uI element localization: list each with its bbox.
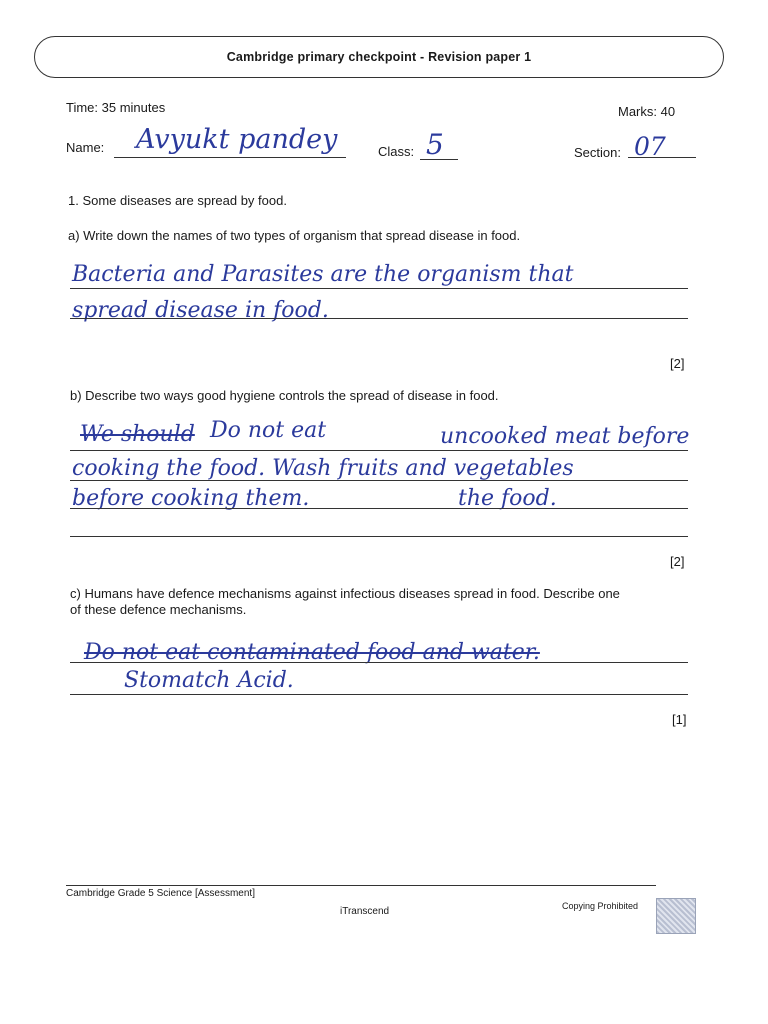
answer-rule: [70, 694, 688, 695]
answer-rule: [70, 480, 688, 481]
q1a-marks: [2]: [670, 356, 685, 371]
seal-stamp-icon: [656, 898, 696, 934]
section-label: Section:: [574, 145, 621, 160]
q1b-answer-line3: before cooking them.: [72, 486, 310, 511]
q1b-answer-line3b: the food.: [458, 486, 557, 511]
q1a-question: a) Write down the names of two types of organism that spread disease in food.: [68, 228, 521, 243]
time-label: Time: 35 minutes: [66, 100, 166, 115]
q1b-answer-line2: cooking the food. Wash fruits and vegetables: [72, 456, 574, 481]
q1c-question-line1: c) Humans have defence mechanisms against infectious diseases spread in food. Describe one: [70, 586, 620, 601]
footer-center: iTranscend: [340, 906, 390, 917]
answer-rule: [70, 450, 688, 451]
name-value: Avyukt pandey: [136, 124, 338, 155]
q1b-marks: [2]: [670, 554, 685, 569]
class-value: 5: [426, 128, 444, 161]
name-line: [114, 157, 346, 158]
footer-right: Copying Prohibited: [562, 901, 639, 911]
q1c-marks: [1]: [672, 712, 687, 727]
answer-rule: [70, 508, 688, 509]
footer-left: Cambridge Grade 5 Science [Assessment]: [66, 888, 255, 899]
answer-rule: [70, 318, 688, 319]
q1b-struck-text: We should: [80, 422, 195, 447]
marks-label: Marks: 40: [618, 104, 676, 119]
answer-rule: [70, 536, 688, 537]
q1-stem: 1. Some diseases are spread by food.: [68, 193, 287, 208]
q1a-answer-line1: Bacteria and Parasites are the organism that: [72, 262, 574, 287]
q1b-answer-line1: Do not eat: [210, 418, 327, 443]
section-value: 07: [634, 132, 666, 161]
name-label: Name:: [66, 140, 105, 155]
class-label: Class:: [378, 144, 415, 159]
answer-rule: [70, 662, 688, 663]
q1c-question-line2: of these defence mechanisms.: [70, 602, 247, 617]
q1b-question: b) Describe two ways good hygiene controls the spread of disease in food.: [70, 388, 499, 403]
q1c-answer-line2: Stomatch Acid.: [124, 668, 294, 693]
footer-rule: [66, 885, 656, 886]
paper-title: Cambridge primary checkpoint - Revision paper 1: [226, 50, 532, 64]
answer-rule: [70, 288, 688, 289]
q1a-answer-line2: spread disease in food.: [72, 298, 329, 323]
title-box: [34, 36, 724, 78]
q1c-struck-answer: Do not eat contaminated food and water.: [84, 640, 540, 665]
q1b-answer-line1b: uncooked meat before: [440, 424, 690, 449]
